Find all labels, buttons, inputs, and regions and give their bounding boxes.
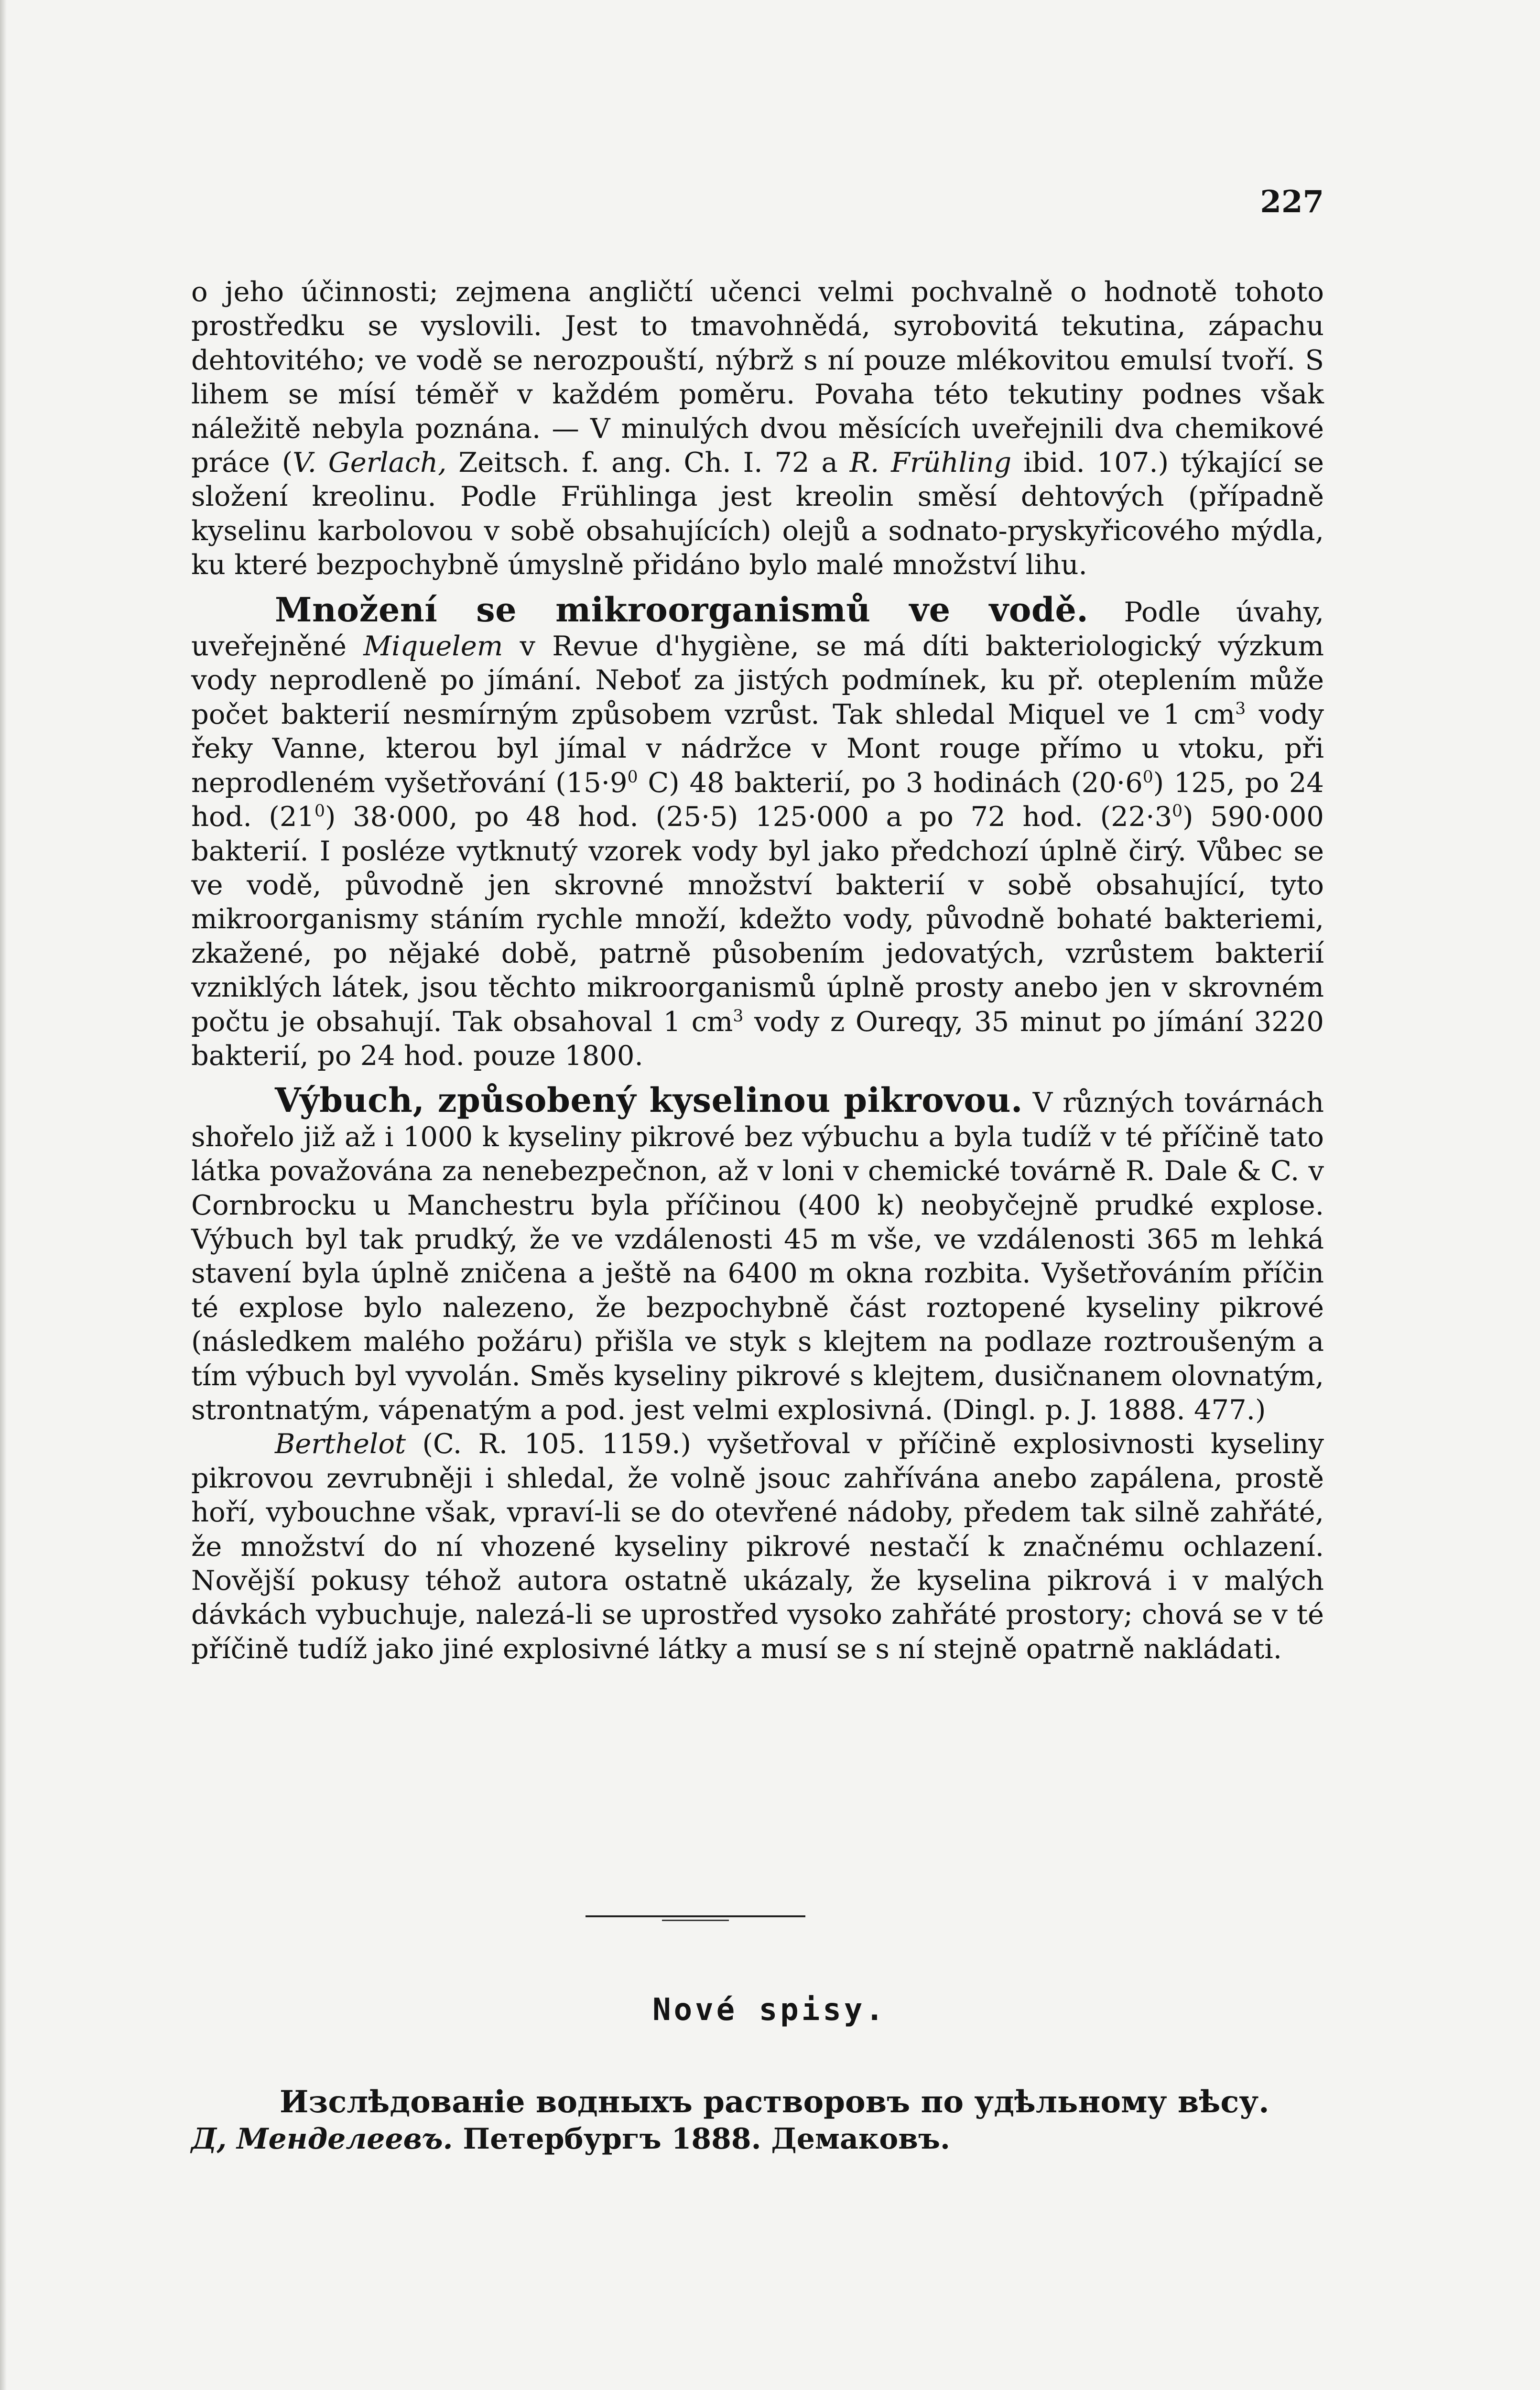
book-author: Д, Менделеевъ. xyxy=(191,2122,453,2156)
author-berthelot: Berthelot xyxy=(275,1428,406,1460)
book-title: Изслѣдованіе водныхъ растворовъ по удѣльному вѣсу. xyxy=(280,2084,1269,2120)
new-books-heading: Nové spisy. xyxy=(652,1992,887,2028)
section-heading-microorganisms: Množení se mikroorganismů ve vodě. xyxy=(275,589,1089,630)
paragraph-kreolin: o jeho účinnosti; zejmena angličtí učenci velmi pochvalně o hodnotě tohoto prostředku se vyslovili. Jest to tmavohnědá, syrobovitá tekutina, zápachu dehtovitého; ve vodě se nerozpouští, nýbrž s ní pouze mlékovitou emulsí tvoří. S lihem se mísí téměř v každém poměru. Povaha této tekutiny podnes však náležitě nebyla poznána. — V minulých dvou měsících uveřejnili dva chemikové práce (V. Gerlach, Zeitsch. f. ang. Ch. I. 72 a R. Frühling ibid. 107.) týkající se složení kreolinu. Podle Frühlinga jest kreolin směsí dehtových (případně kyselinu karbolovou v sobě obsahujících) olejů a sodnato-pryskyřicového mýdla, ku které bezpochybně úmyslně přidáno bylo malé množství lihu. xyxy=(191,276,1324,581)
scan-edge xyxy=(0,0,7,2390)
section-picric-acid: Výbuch, způsobený kyselinou pikrovou. V různých továrnách shořelo již až i 1000 k kyseliny pikrové bez výbuchu a byla tudíž v té příčině tato látka považována za nenebezpečnon, až v loni v chemické továrně R. Dale & C. v Cornbrocku u Manchestru byla příčinou (400 k) neobyčejně prudké explose. Výbuch byl tak prudký, že ve vzdálenosti 45 m vše, ve vzdálenosti 365 m lehká stavení byla úplně zničena a ještě na 6400 m okna rozbita. Vyšetřováním příčin té explose bylo nalezeno, že bezpochybně část roztopené kyseliny pikrové (následkem malého požáru) přišla ve styk s klejtem na podlaze roztroušeným a tím výbuch byl vyvolán. Směs kyseliny pikrové s klejtem, dusičnanem olovnatým, strontnatým, vápenatým a pod. jest velmi explosivná. (Dingl. p. J. 1888. 477.) xyxy=(191,1080,1324,1426)
paragraph-berthelot: Berthelot (C. R. 105. 1159.) vyšetřoval v příčině explosivnosti kyseliny pikrovou zevrubněji i shledal, že volně jsouc zahřívána anebo zapálena, prostě hoří, vybouchne však, vpraví-li se do otevřené nádoby, předem tak silně zahřáté, že množství do ní vhozené kyseliny pikrové nestačí k značnému ochlazení. Novější pokusy téhož autora ostatně ukázaly, že kyselina pikrová i v malých dávkách vybuchuje, nalezá-li se uprostřed vysoko zahřáté prostory; chová se v té příčině tudíž jako jiné explosivné látky a musí se s ní stejně opatrně nakládati. xyxy=(191,1428,1324,1665)
book-imprint: Д, Менделеевъ. Петербургъ 1888. Демаковъ. xyxy=(191,2122,950,2156)
body-text xyxy=(191,275,1324,1666)
page-number: 227 xyxy=(1260,184,1324,220)
section-heading-picric-acid: Výbuch, způsobený kyselinou pikrovou. xyxy=(275,1080,1023,1120)
author-fruhling: R. Frühling xyxy=(849,446,1012,479)
section-divider xyxy=(586,1914,805,1924)
author-miquel: Miquelem xyxy=(363,630,503,663)
section-microorganisms: Množení se mikroorganismů ve vodě. Podle úvahy, uveřejněné Miquelem v Revue d'hygiène, se má díti bakteriologický výzkum vody neprodleně po jímání. Neboť za jistých podmínek, ku př. oteplením může počet bakterií nesmírným způsobem vzrůst. Tak shledal Miquel ve 1 $cm^3$ vody řeky Vanne, kterou byl jímal v nádržce v Mont rouge přímo u vtoku, při neprodleném vyšetřování ($15\cdot 9^0$ C) 48 bakterií, po 3 hodinách $(20\cdot 6^0)$ 125, po 24 hod. $(21^0)$ 38·000, po 48 hod. (25·5) 125·000 a po 72 hod. $(22\cdot 3^0)$ 590·000 bakterií. I posléze vytknutý vzorek vody byl jako předchozí úplně čirý. Vůbec se ve vodě, původně jen skrovné množství bakterií v sobě obsahující, tyto mikroorganismy stáním rychle množí, kdežto vody, původně bohaté bakteriemi, zkažené, po nějaké době, patrně působením jedovatých, vzrůstem bakterií vzniklých látek, jsou těchto mikroorganismů úplně prosty anebo jen v skrovném počtu je obsahují. Tak obsahoval 1 $cm^3$ vody z Oureqy, 35 minut po jímání 3220 bakterií, po 24 hod. pouze 1800. xyxy=(191,589,1324,1072)
author-gerlach: V. Gerlach, xyxy=(293,446,447,479)
